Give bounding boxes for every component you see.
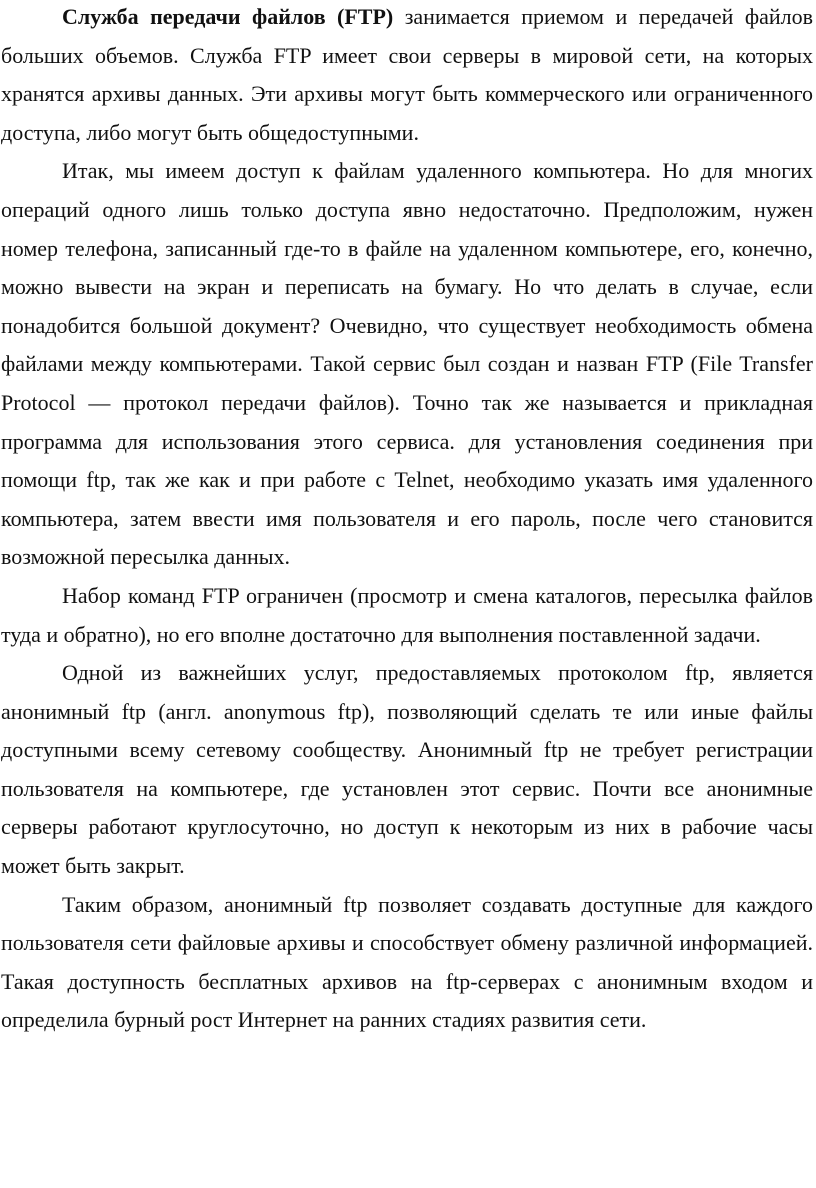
paragraph-conclusion: Таким образом, анонимный ftp позволяет создавать доступные для каждого пользователя сети файловые архивы и способствует обмену различной информацией. Такая доступность бесплатных архивов на ftp-серверах с анонимным входом и определила бурный рост Интернет на ранних стадиях развития сети.	[1, 891, 813, 1033]
paragraph-ftp-intro	[1, 0, 813, 152]
paragraph-anonymous-ftp: Одной из важнейших услуг, предоставляемых протоколом ftp, является анонимный ftp (англ. anonymous ftp), позволяющий сделать те или иные файлы доступными всему сетевому сообществу. Анонимный ftp не требует регистрации пользователя на компьютере, где установлен этот сервис. Почти все анонимные серверы работают круглосуточно, но доступ к некоторым из них в рабочие часы может быть закрыт.	[1, 660, 813, 879]
paragraph-ftp-commands: Набор команд FTP ограничен (просмотр и смена каталогов, пересылка файлов туда и обратно), но его вполне достаточно для выполнения поставленной задачи.	[1, 582, 813, 647]
bold-term: Служба передачи файлов (FTP)	[62, 4, 394, 29]
paragraph-text: занимается приемом и передачей файлов больших объемов. Служба FTP имеет свои серверы в мировой сети, на которых хранятся архивы данных. Эти архивы могут быть коммерческого или ограниченного доступа, либо могут быть общедоступными.	[1, 4, 813, 145]
paragraph-file-access: Итак, мы имеем доступ к файлам удаленного компьютера. Но для многих операций одного лишь только доступа явно недостаточно. Предположим, нужен номер телефона, записанный где-то в файле на удаленном компьютере, его, конечно, можно вывести на экран и переписать на бумагу. Но что делать в случае, если понадобится большой документ? Очевидно, что существует необходимость обмена файлами между компьютерами. Такой сервис был создан и назван FTP (File Transfer Protocol — протокол передачи файлов). Точно так же называется и прикладная программа для использования этого сервиса. для установления соединения при помощи ftp, так же как и при работе с Telnet, необходимо указать имя удаленного компьютера, затем ввести имя пользователя и его пароль, после чего становится возможной пересылка данных.	[1, 158, 813, 570]
